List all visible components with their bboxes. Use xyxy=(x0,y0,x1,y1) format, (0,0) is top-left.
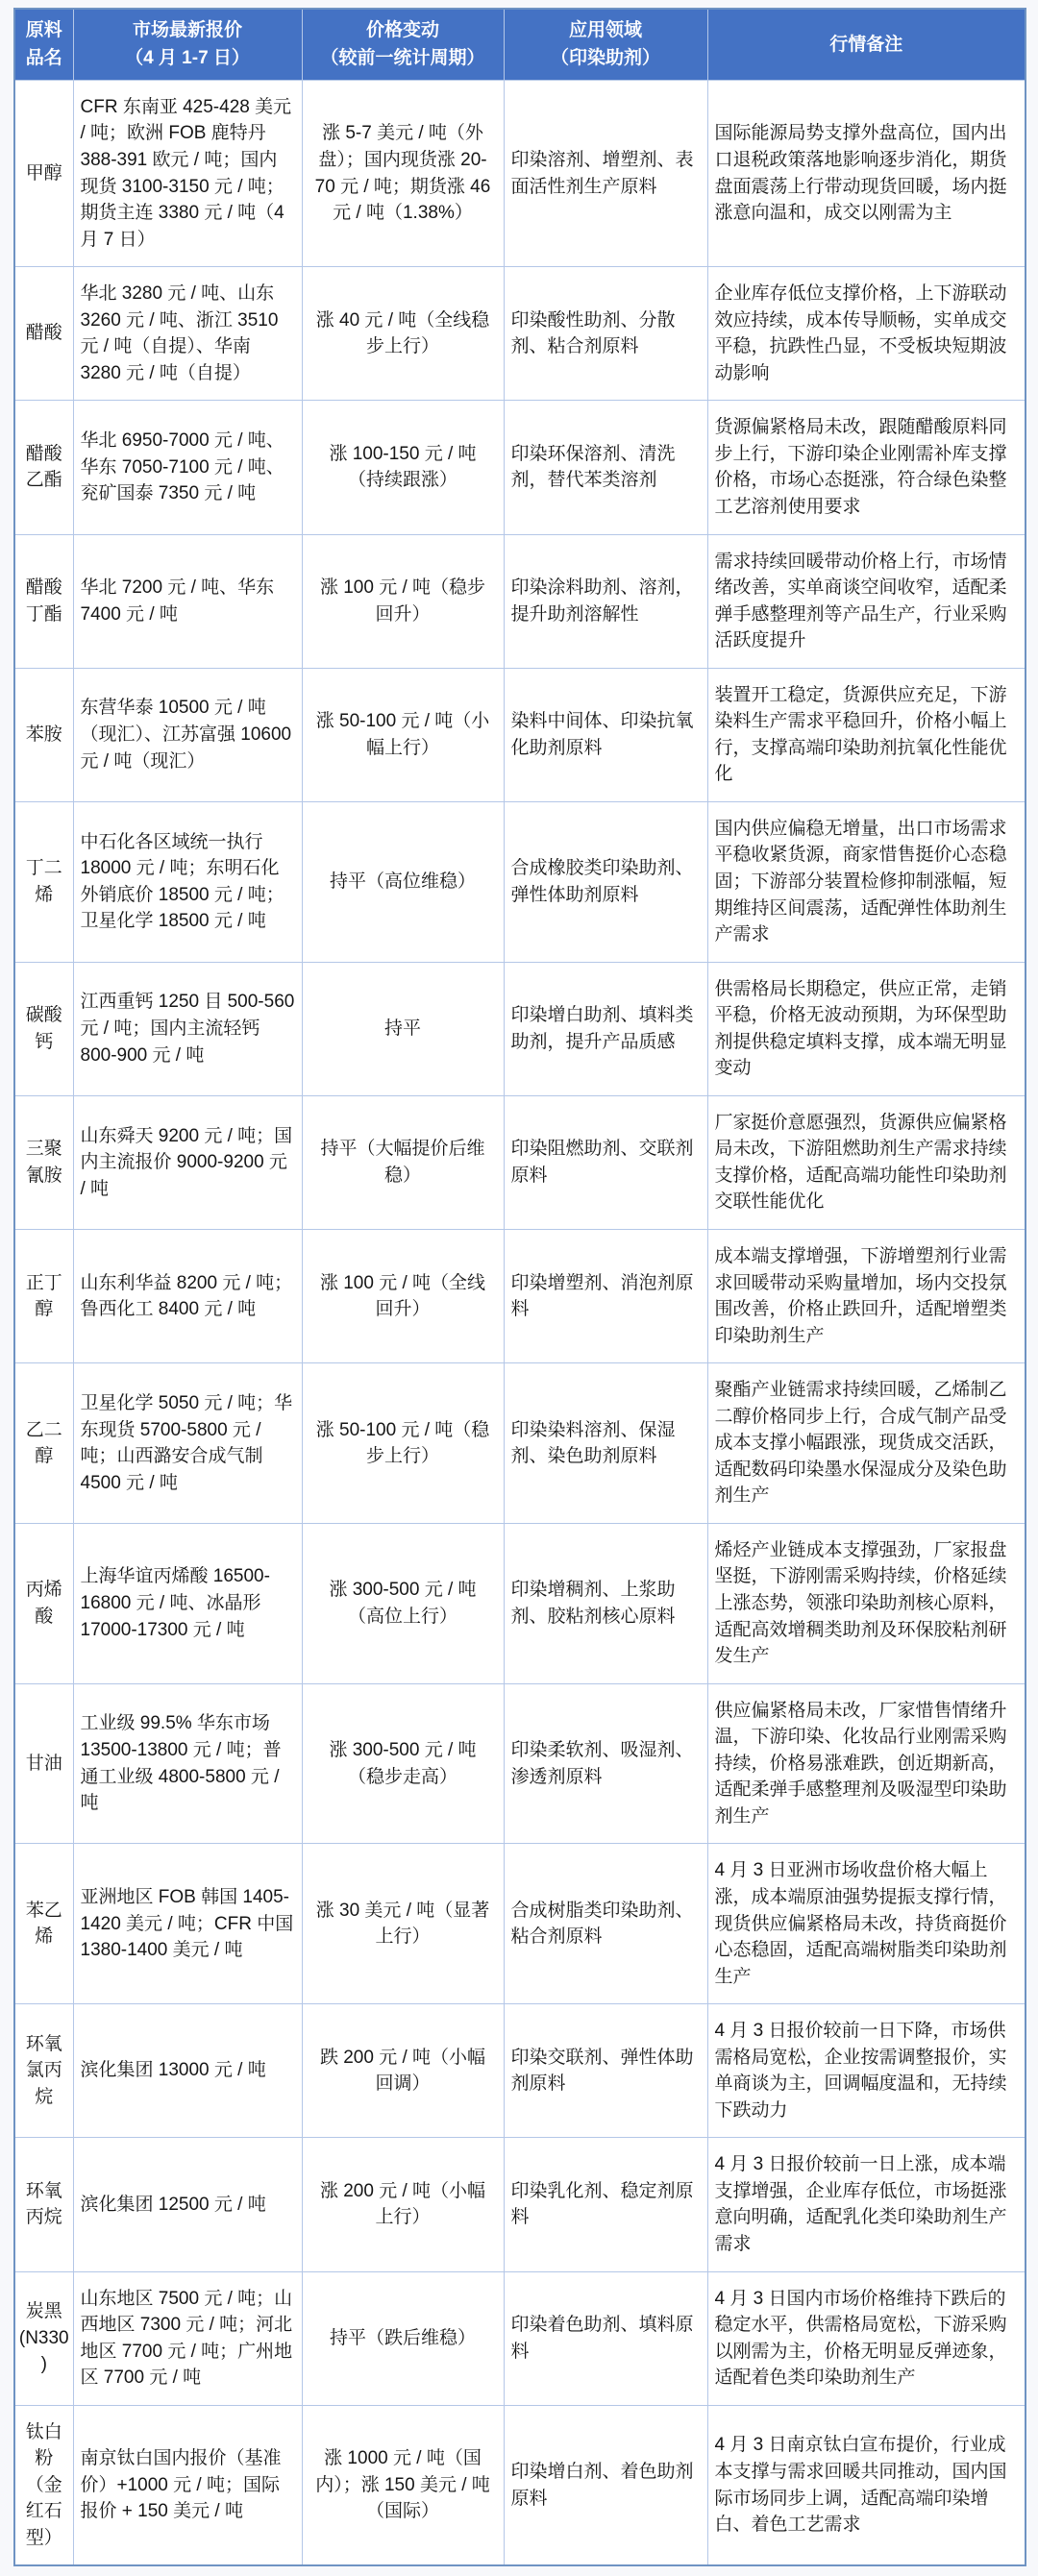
table-row xyxy=(14,1363,1026,1524)
table-row xyxy=(14,534,1026,668)
market-quote-cell: 滨化集团 12500 元 / 吨 xyxy=(73,2138,302,2271)
market-note-cell: 企业库存低位支撑价格，上下游联动效应持续，成本传导顺畅，实单成交平稳，抗跌性凸显，不受板块短期波动影响 xyxy=(707,267,1026,401)
table-row xyxy=(14,1523,1026,1683)
material-name-cell: 环氧丙烷 xyxy=(14,2138,73,2271)
price-change-cell: 涨 300-500 元 / 吨（高位上行） xyxy=(302,1523,504,1683)
market-note-cell: 供需格局长期稳定，供应正常，走销平稳，价格无波动预期，为环保型助剂提供稳定填料支撑，成本端无明显变动 xyxy=(707,962,1026,1095)
material-name-cell: 炭黑(N330) xyxy=(14,2271,73,2405)
application-field-cell: 印染酸性助剂、分散剂、粘合剂原料 xyxy=(504,267,707,401)
header-subtitle-line: （较前一统计周期） xyxy=(320,48,485,69)
header-title-line: 行情备注 xyxy=(829,34,903,55)
material-name-cell: 三聚氰胺 xyxy=(14,1095,73,1229)
table-row xyxy=(14,401,1026,534)
table-row xyxy=(14,1095,1026,1229)
material-name-cell: 钛白粉（金红石型） xyxy=(14,2405,73,2565)
table-row xyxy=(14,1683,1026,1844)
market-quote-cell: 华北 3280 元 / 吨、山东 3260 元 / 吨、浙江 3510 元 / 吨（自提）、华南 3280 元 / 吨（自提） xyxy=(73,267,302,401)
market-note-cell: 货源偏紧格局未改，跟随醋酸原料同步上行，下游印染企业刚需补库支撑价格，市场心态挺涨，符合绿色染整工艺溶剂使用要求 xyxy=(707,401,1026,534)
price-change-cell: 涨 100 元 / 吨（稳步回升） xyxy=(302,534,504,668)
header-col-material xyxy=(14,9,73,80)
header-subtitle-line: （4 月 1-7 日） xyxy=(125,48,250,69)
market-note-cell: 4 月 3 日报价较前一日下降，市场供需格局宽松，企业按需调整报价，实单商谈为主，回调幅度温和，无持续下跌动力 xyxy=(707,2004,1026,2138)
table-row xyxy=(14,1230,1026,1363)
market-note-cell: 国际能源局势支撑外盘高位，国内出口退税政策落地影响逐步消化，期货盘面震荡上行带动现货回暖，场内挺涨意向温和，成交以刚需为主 xyxy=(707,80,1026,266)
material-name-cell: 甲醇 xyxy=(14,80,73,266)
market-quote-cell: 江西重钙 1250 目 500-560 元 / 吨；国内主流轻钙 800-900 元 / 吨 xyxy=(73,962,302,1095)
application-field-cell: 印染增白助剂、填料类助剂，提升产品质感 xyxy=(504,962,707,1095)
material-name-cell: 丙烯酸 xyxy=(14,1523,73,1683)
market-quote-cell: 山东地区 7500 元 / 吨；山西地区 7300 元 / 吨；河北地区 7700 元 / 吨；广州地区 7700 元 / 吨 xyxy=(73,2271,302,2405)
table-row xyxy=(14,2138,1026,2271)
application-field-cell: 印染交联剂、弹性体助剂原料 xyxy=(504,2004,707,2138)
table-body xyxy=(14,80,1026,2565)
market-quote-cell: 卫星化学 5050 元 / 吨；华东现货 5700-5800 元 / 吨；山西潞安合成气制 4500 元 / 吨 xyxy=(73,1363,302,1524)
material-name-cell: 丁二烯 xyxy=(14,801,73,962)
header-subtitle-line: 品名 xyxy=(25,48,62,69)
application-field-cell: 印染涂料助剂、溶剂，提升助剂溶解性 xyxy=(504,534,707,668)
market-note-cell: 厂家挺价意愿强烈，货源供应偏紧格局未改，下游阻燃助剂生产需求持续支撑价格，适配高端功能性印染助剂交联性能优化 xyxy=(707,1095,1026,1229)
application-field-cell: 印染着色助剂、填料原料 xyxy=(504,2271,707,2405)
material-name-cell: 环氧氯丙烷 xyxy=(14,2004,73,2138)
material-name-cell: 正丁醇 xyxy=(14,1230,73,1363)
market-quote-cell: 工业级 99.5% 华东市场 13500-13800 元 / 吨；普通工业级 4800-5800 元 / 吨 xyxy=(73,1683,302,1844)
table-header xyxy=(14,9,1026,80)
header-title-line: 市场最新报价 xyxy=(132,20,242,40)
market-note-cell: 国内供应偏稳无增量，出口市场需求平稳收紧货源，商家惜售挺价心态稳固；下游部分装置检修抑制涨幅，短期维持区间震荡，适配弹性体助剂生产需求 xyxy=(707,801,1026,962)
market-quote-cell: 南京钛白国内报价（基准价）+1000 元 / 吨；国际报价 + 150 美元 / 吨 xyxy=(73,2405,302,2565)
table-row xyxy=(14,1844,1026,2004)
table-row xyxy=(14,2004,1026,2138)
price-change-cell: 持平（大幅提价后维稳） xyxy=(302,1095,504,1229)
material-name-cell: 碳酸钙 xyxy=(14,962,73,1095)
header-title-line: 价格变动 xyxy=(365,20,439,40)
market-note-cell: 4 月 3 日国内市场价格维持下跌后的稳定水平，供需格局宽松，下游采购以刚需为主，价格无明显反弹迹象，适配着色类印染助剂生产 xyxy=(707,2271,1026,2405)
market-quote-cell: CFR 东南亚 425-428 美元 / 吨；欧洲 FOB 鹿特丹 388-391 欧元 / 吨；国内现货 3100-3150 元 / 吨；期货主连 3380 元 / 吨（4 月 7 日） xyxy=(73,80,302,266)
market-quote-cell: 华北 7200 元 / 吨、华东 7400 元 / 吨 xyxy=(73,534,302,668)
price-change-cell: 涨 100 元 / 吨（全线回升） xyxy=(302,1230,504,1363)
price-change-cell: 涨 40 元 / 吨（全线稳步上行） xyxy=(302,267,504,401)
market-quote-cell: 华北 6950-7000 元 / 吨、华东 7050-7100 元 / 吨、兖矿国泰 7350 元 / 吨 xyxy=(73,401,302,534)
application-field-cell: 合成橡胶类印染助剂、弹性体助剂原料 xyxy=(504,801,707,962)
market-quote-cell: 中石化各区域统一执行 18000 元 / 吨；东明石化外销底价 18500 元 / 吨；卫星化学 18500 元 / 吨 xyxy=(73,801,302,962)
market-quote-cell: 亚洲地区 FOB 韩国 1405-1420 美元 / 吨；CFR 中国 1380-1400 美元 / 吨 xyxy=(73,1844,302,2004)
price-change-cell: 涨 50-100 元 / 吨（稳步上行） xyxy=(302,1363,504,1524)
header-title-line: 原料 xyxy=(25,20,62,40)
price-change-cell: 涨 300-500 元 / 吨（稳步走高） xyxy=(302,1683,504,1844)
table-row xyxy=(14,668,1026,801)
application-field-cell: 印染柔软剂、吸湿剂、渗透剂原料 xyxy=(504,1683,707,1844)
market-note-cell: 4 月 3 日报价较前一日上涨，成本端支撑增强，企业库存低位，市场挺涨意向明确，适配乳化类印染助剂生产需求 xyxy=(707,2138,1026,2271)
price-change-cell: 持平（高位维稳） xyxy=(302,801,504,962)
application-field-cell: 印染环保溶剂、清洗剂，替代苯类溶剂 xyxy=(504,401,707,534)
material-name-cell: 醋酸丁酯 xyxy=(14,534,73,668)
market-quote-cell: 滨化集团 13000 元 / 吨 xyxy=(73,2004,302,2138)
application-field-cell: 印染增塑剂、消泡剂原料 xyxy=(504,1230,707,1363)
table-row xyxy=(14,801,1026,962)
header-col-quote xyxy=(73,9,302,80)
price-change-cell: 涨 5-7 美元 / 吨（外盘）；国内现货涨 20-70 元 / 吨；期货涨 46 元 / 吨（1.38%） xyxy=(302,80,504,266)
market-note-cell: 4 月 3 日亚洲市场收盘价格大幅上涨，成本端原油强势提振支撑行情，现货供应偏紧格局未改，持货商挺价心态稳固，适配高端树脂类印染助剂生产 xyxy=(707,1844,1026,2004)
header-title-line: 应用领域 xyxy=(568,20,642,40)
market-note-cell: 需求持续回暖带动价格上行，市场情绪改善，实单商谈空间收窄，适配柔弹手感整理剂等产品生产，行业采购活跃度提升 xyxy=(707,534,1026,668)
market-quote-cell: 山东利华益 8200 元 / 吨；鲁西化工 8400 元 / 吨 xyxy=(73,1230,302,1363)
price-change-cell: 持平 xyxy=(302,962,504,1095)
price-change-cell: 涨 1000 元 / 吨（国内）；涨 150 美元 / 吨（国际） xyxy=(302,2405,504,2565)
market-note-cell: 装置开工稳定，货源供应充足，下游染料生产需求平稳回升，价格小幅上行，支撑高端印染助剂抗氧化性能优化 xyxy=(707,668,1026,801)
market-quote-cell: 东营华泰 10500 元 / 吨（现汇）、江苏富强 10600 元 / 吨（现汇） xyxy=(73,668,302,801)
material-name-cell: 苯胺 xyxy=(14,668,73,801)
application-field-cell: 染料中间体、印染抗氧化助剂原料 xyxy=(504,668,707,801)
table-row xyxy=(14,80,1026,266)
application-field-cell: 印染乳化剂、稳定剂原料 xyxy=(504,2138,707,2271)
table-row xyxy=(14,2271,1026,2405)
header-col-change xyxy=(302,9,504,80)
application-field-cell: 合成树脂类印染助剂、粘合剂原料 xyxy=(504,1844,707,2004)
price-change-cell: 涨 200 元 / 吨（小幅上行） xyxy=(302,2138,504,2271)
market-note-cell: 供应偏紧格局未改，厂家惜售情绪升温，下游印染、化妆品行业刚需采购持续，价格易涨难跌，创近期新高，适配柔弹手感整理剂及吸湿型印染助剂生产 xyxy=(707,1683,1026,1844)
material-name-cell: 醋酸乙酯 xyxy=(14,401,73,534)
header-col-application xyxy=(504,9,707,80)
material-name-cell: 苯乙烯 xyxy=(14,1844,73,2004)
application-field-cell: 印染增白剂、着色助剂原料 xyxy=(504,2405,707,2565)
material-name-cell: 乙二醇 xyxy=(14,1363,73,1524)
header-subtitle-line: （印染助剂） xyxy=(550,48,660,69)
table-row xyxy=(14,2405,1026,2565)
market-quote-cell: 上海华谊丙烯酸 16500-16800 元 / 吨、冰晶形 17000-17300 元 / 吨 xyxy=(73,1523,302,1683)
application-field-cell: 印染增稠剂、上浆助剂、胶粘剂核心原料 xyxy=(504,1523,707,1683)
table-row xyxy=(14,267,1026,401)
material-name-cell: 甘油 xyxy=(14,1683,73,1844)
market-quote-cell: 山东舜天 9200 元 / 吨；国内主流报价 9000-9200 元 / 吨 xyxy=(73,1095,302,1229)
header-row xyxy=(14,9,1026,80)
price-change-cell: 涨 50-100 元 / 吨（小幅上行） xyxy=(302,668,504,801)
application-field-cell: 印染染料溶剂、保湿剂、染色助剂原料 xyxy=(504,1363,707,1524)
table-row xyxy=(14,962,1026,1095)
raw-material-price-table xyxy=(13,8,1026,2566)
application-field-cell: 印染溶剂、增塑剂、表面活性剂生产原料 xyxy=(504,80,707,266)
price-change-cell: 涨 100-150 元 / 吨（持续跟涨） xyxy=(302,401,504,534)
application-field-cell: 印染阻燃助剂、交联剂原料 xyxy=(504,1095,707,1229)
price-change-cell: 涨 30 美元 / 吨（显著上行） xyxy=(302,1844,504,2004)
material-name-cell: 醋酸 xyxy=(14,267,73,401)
header-col-note xyxy=(707,9,1026,80)
market-note-cell: 4 月 3 日南京钛白宣布提价，行业成本支撑与需求回暖共同推动，国内国际市场同步上调，适配高端印染增白、着色工艺需求 xyxy=(707,2405,1026,2565)
market-note-cell: 聚酯产业链需求持续回暖，乙烯制乙二醇价格同步上行，合成气制产品受成本支撑小幅跟涨，现货成交活跃，适配数码印染墨水保湿成分及染色助剂生产 xyxy=(707,1363,1026,1524)
price-change-cell: 持平（跌后维稳） xyxy=(302,2271,504,2405)
price-change-cell: 跌 200 元 / 吨（小幅回调） xyxy=(302,2004,504,2138)
market-note-cell: 成本端支撑增强，下游增塑剂行业需求回暖带动采购量增加，场内交投氛围改善，价格止跌回升，适配增塑类印染助剂生产 xyxy=(707,1230,1026,1363)
market-note-cell: 烯烃产业链成本支撑强劲，厂家报盘坚挺，下游刚需采购持续，价格延续上涨态势，领涨印染助剂核心原料，适配高效增稠类助剂及环保胶粘剂研发生产 xyxy=(707,1523,1026,1683)
